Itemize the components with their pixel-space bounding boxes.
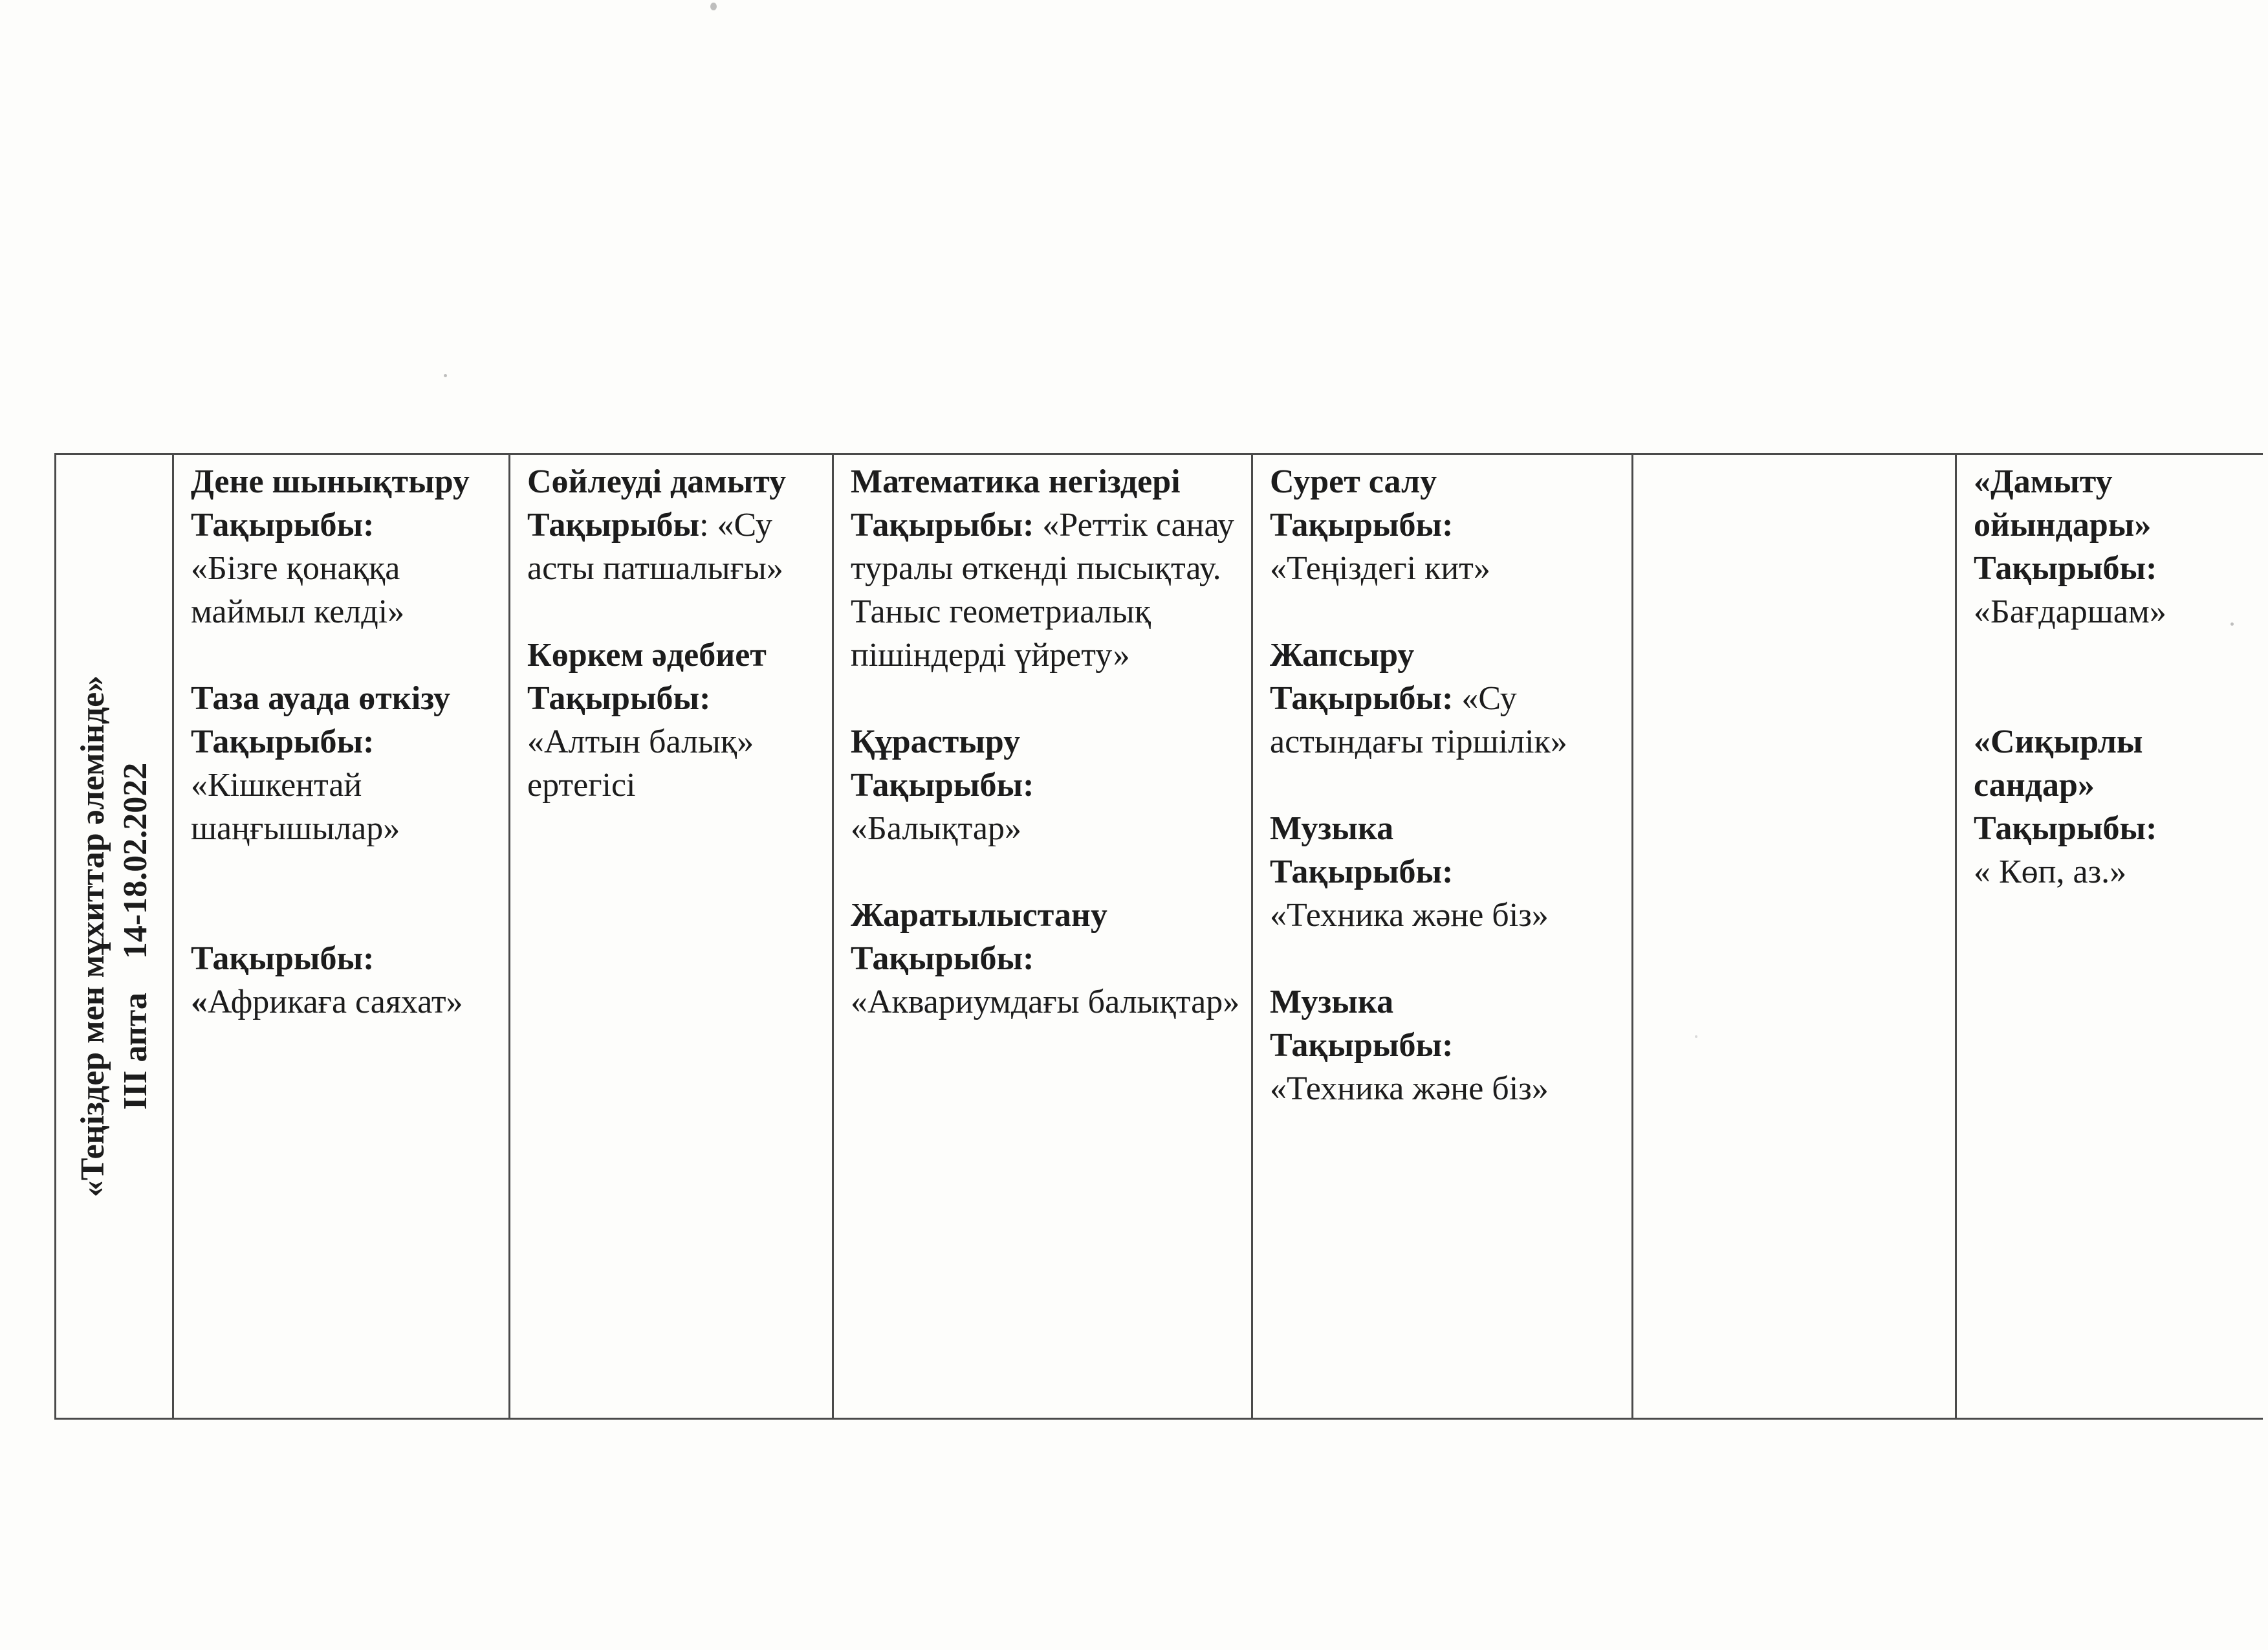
week-theme: «Теңіздер мен мұхиттар әлемінде» bbox=[74, 675, 111, 1198]
topic-label: Тақырыбы: bbox=[191, 507, 375, 544]
activity-column-5-empty bbox=[1633, 454, 1956, 1419]
activity-block bbox=[1270, 633, 1624, 764]
topic-text: «Техника және біз» bbox=[1270, 897, 1549, 934]
activity-block bbox=[527, 633, 824, 807]
subject-title: Музыка bbox=[1270, 810, 1394, 847]
topic-text: «Бағдаршам» bbox=[1974, 593, 2166, 630]
week-header-cell bbox=[56, 454, 173, 1419]
subject-title: Сөйлеуді дамыту bbox=[527, 463, 787, 500]
activity-block bbox=[527, 460, 824, 590]
plan-row bbox=[56, 454, 2263, 1419]
activity-block bbox=[1974, 720, 2255, 894]
activity-column-3 bbox=[833, 454, 1252, 1419]
subject-title: Дене шынықтыру bbox=[191, 463, 470, 500]
topic-label: Тақырыбы: bbox=[1974, 810, 2157, 847]
plan-grid bbox=[54, 453, 2263, 1420]
topic-text: «Аквариумдағы балықтар» bbox=[851, 984, 1240, 1020]
activity-column-2 bbox=[510, 454, 833, 1419]
topic-text bbox=[191, 980, 501, 1024]
activity-block bbox=[851, 460, 1243, 677]
topic-text: «Кішкентай шаңғышылар» bbox=[191, 767, 400, 847]
activity-block bbox=[1270, 807, 1624, 937]
topic-text: «Реттік санау туралы өткенді пысықтау. Таныс геометриалық пішіндерді үйрету» bbox=[851, 507, 1234, 674]
topic-text: «Балықтар» bbox=[851, 810, 1021, 847]
activity-block bbox=[191, 677, 501, 850]
week-header bbox=[72, 457, 157, 1415]
topic-text: « Көп, аз.» bbox=[1974, 853, 2127, 890]
week-number: ІІІ апта bbox=[116, 993, 154, 1110]
topic-label: Тақырыбы: bbox=[851, 940, 1034, 977]
topic-label: Тақырыбы: bbox=[1270, 1027, 1454, 1064]
subject-title: Музыка bbox=[1270, 984, 1394, 1020]
topic-text: «Бізге қонаққа маймыл келді» bbox=[191, 550, 405, 630]
activity-column-6 bbox=[1956, 454, 2263, 1419]
topic-text: «Алтын балық» ертегісі bbox=[527, 723, 754, 804]
topic-label: Тақырыбы: bbox=[851, 507, 1034, 544]
activity-block bbox=[851, 720, 1243, 850]
subject-title: Математика негіздері bbox=[851, 463, 1181, 500]
scan-speck bbox=[444, 374, 447, 377]
activity-block bbox=[1270, 980, 1624, 1110]
subject-title: Жапсыру bbox=[1270, 637, 1415, 674]
topic-label: Тақырыбы: bbox=[1974, 550, 2157, 587]
activity-block bbox=[1270, 460, 1624, 590]
subject-title: Жаратылыстану bbox=[851, 897, 1107, 934]
topic-label: Тақырыбы: bbox=[191, 940, 375, 977]
topic-label: Тақырыбы: bbox=[851, 767, 1034, 804]
week-number-dates bbox=[114, 457, 157, 1415]
activity-block bbox=[851, 894, 1243, 1024]
activity-block bbox=[1974, 460, 2255, 633]
subject-title: Сурет салу bbox=[1270, 463, 1437, 500]
subject-title: «Дамыту ойындары» bbox=[1974, 463, 2152, 544]
topic-label: Тақырыбы: bbox=[527, 680, 711, 717]
topic-label: Тақырыбы: bbox=[1270, 680, 1454, 717]
subject-title: Құрастыру bbox=[851, 723, 1021, 760]
topic-text: «Су астындағы тіршілік» bbox=[1270, 680, 1567, 760]
subject-title: Таза ауада өткізу bbox=[191, 680, 451, 717]
topic-label: Тақырыбы: bbox=[191, 723, 375, 760]
topic-text-body: Африкаға саяхат» bbox=[208, 984, 463, 1020]
subject-title: Көркем әдебиет bbox=[527, 637, 767, 674]
scan-speck bbox=[710, 3, 717, 10]
activity-column-1 bbox=[173, 454, 510, 1419]
subject-title: «Сиқырлы сандар» bbox=[1974, 723, 2143, 804]
week-dates: 14-18.02.2022 bbox=[116, 762, 154, 960]
weekly-plan-table bbox=[54, 453, 2262, 1420]
activity-block bbox=[191, 460, 501, 633]
topic-text: «Теңіздегі кит» bbox=[1270, 550, 1490, 587]
topic-label: Тақырыбы: bbox=[1270, 507, 1454, 544]
activity-column-4 bbox=[1252, 454, 1633, 1419]
topic-text: «Техника және біз» bbox=[1270, 1070, 1549, 1107]
topic-label: Тақырыбы: bbox=[1270, 853, 1454, 890]
activity-block bbox=[191, 937, 501, 1024]
topic-quote-mark: « bbox=[191, 984, 208, 1020]
topic-label: Тақырыбы bbox=[527, 507, 700, 544]
topic-text: : «Су асты патшалығы» bbox=[527, 507, 783, 587]
